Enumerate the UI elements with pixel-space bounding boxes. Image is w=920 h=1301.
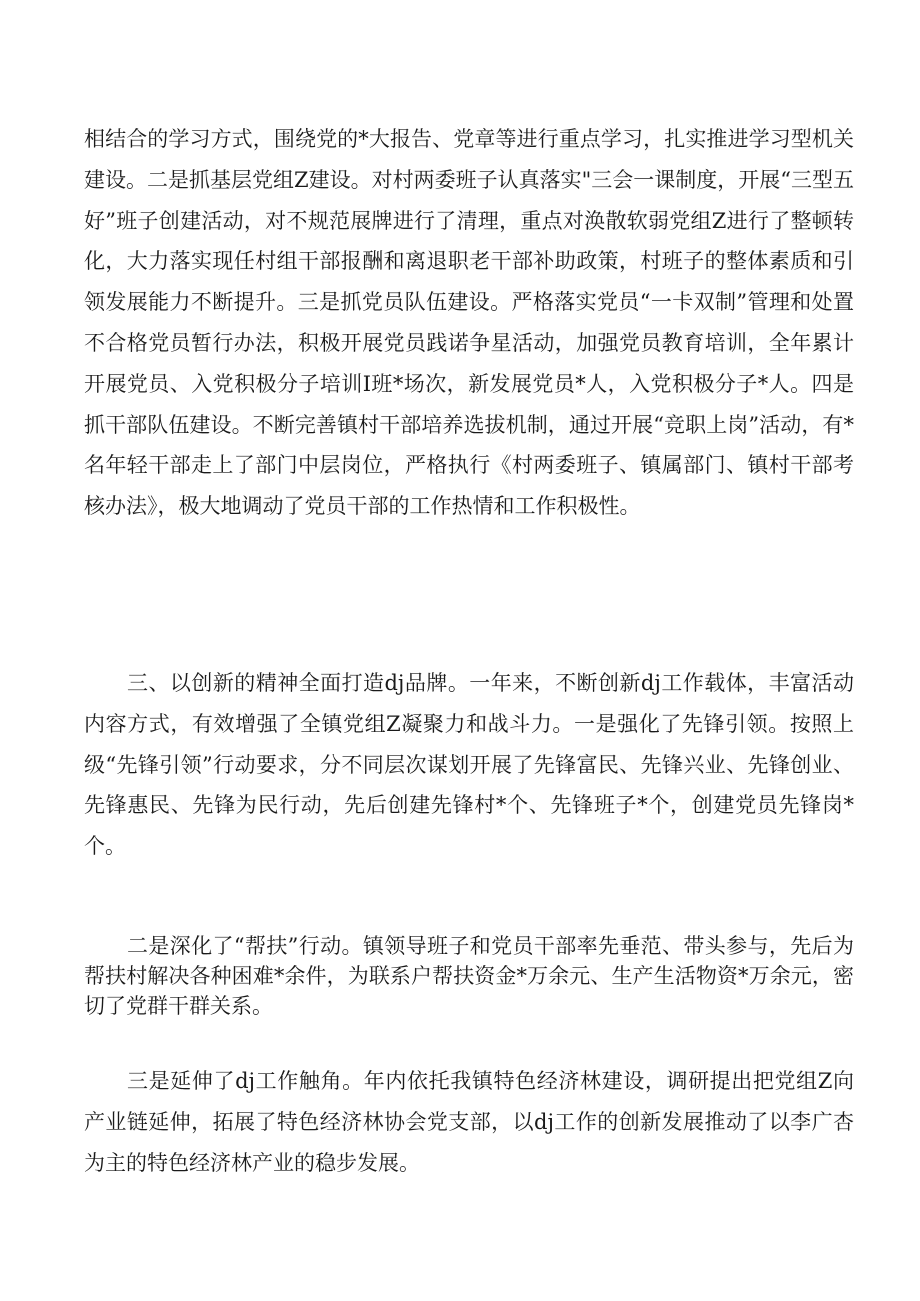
paragraph-industry-extension: 三是延伸了dj工作触角。年内依托我镇特色经济林建设，调研提出把党组Z向产业链延伸，拓展了特色经济林协会党支部，以dj工作的创新发展推动了以李广杏为主的特色经济林产业的稳步发展。	[84, 1069, 854, 1175]
paragraph-assistance-action: 二是深化了“帮扶”行动。镇领导班子和党员干部率先垂范、带头参与，先后为帮扶村解决各种困难*余件，为联系户帮扶资金*万余元、生产生活物资*万余元，密切了党群干群关系。	[84, 934, 854, 1018]
paragraph-innovation-brand: 三、以创新的精神全面打造dj品牌。一年来，不断创新dj工作载体，丰富活动内容方式，有效增强了全镇党组Z凝聚力和战斗力。一是强化了先锋引领。按照上级“先锋引领”行动要求，分不同层次谋划开展了先锋富民、先锋兴业、先锋创业、先锋惠民、先锋为民行动，先后创建先锋村*个、先锋班子*个，创建党员先锋岗*个。	[84, 671, 854, 859]
paragraph-party-building: 相结合的学习方式，围绕党的*大报告、党章等进行重点学习，扎实推进学习型机关建设。二是抓基层党组Z建设。对村两委班子认真落实"三会一课制度，开展“三型五好”班子创建活动，对不规范展牌进行了清理，重点对涣散软弱党组Z进行了整顿转化，大力落实现任村组干部报酬和离退职老干部补助政策，村班子的整体素质和引领发展能力不断提升。三是抓党员队伍建设。严格落实党员“一卡双制”管理和处置不合格党员暂行办法，积极开展党员践诺争星活动，加强党员教育培训，全年累计开展党员、入党积极分子培训I班*场次，新发展党员*人，入党积极分子*人。四是抓干部队伍建设。不断完善镇村干部培养选拔机制，通过开展“竞职上岗”活动，有*名年轻干部走上了部门中层岗位，严格执行《村两委班子、镇属部门、镇村干部考核办法》，极大地调动了党员干部的工作热情和工作积极性。	[84, 127, 854, 519]
